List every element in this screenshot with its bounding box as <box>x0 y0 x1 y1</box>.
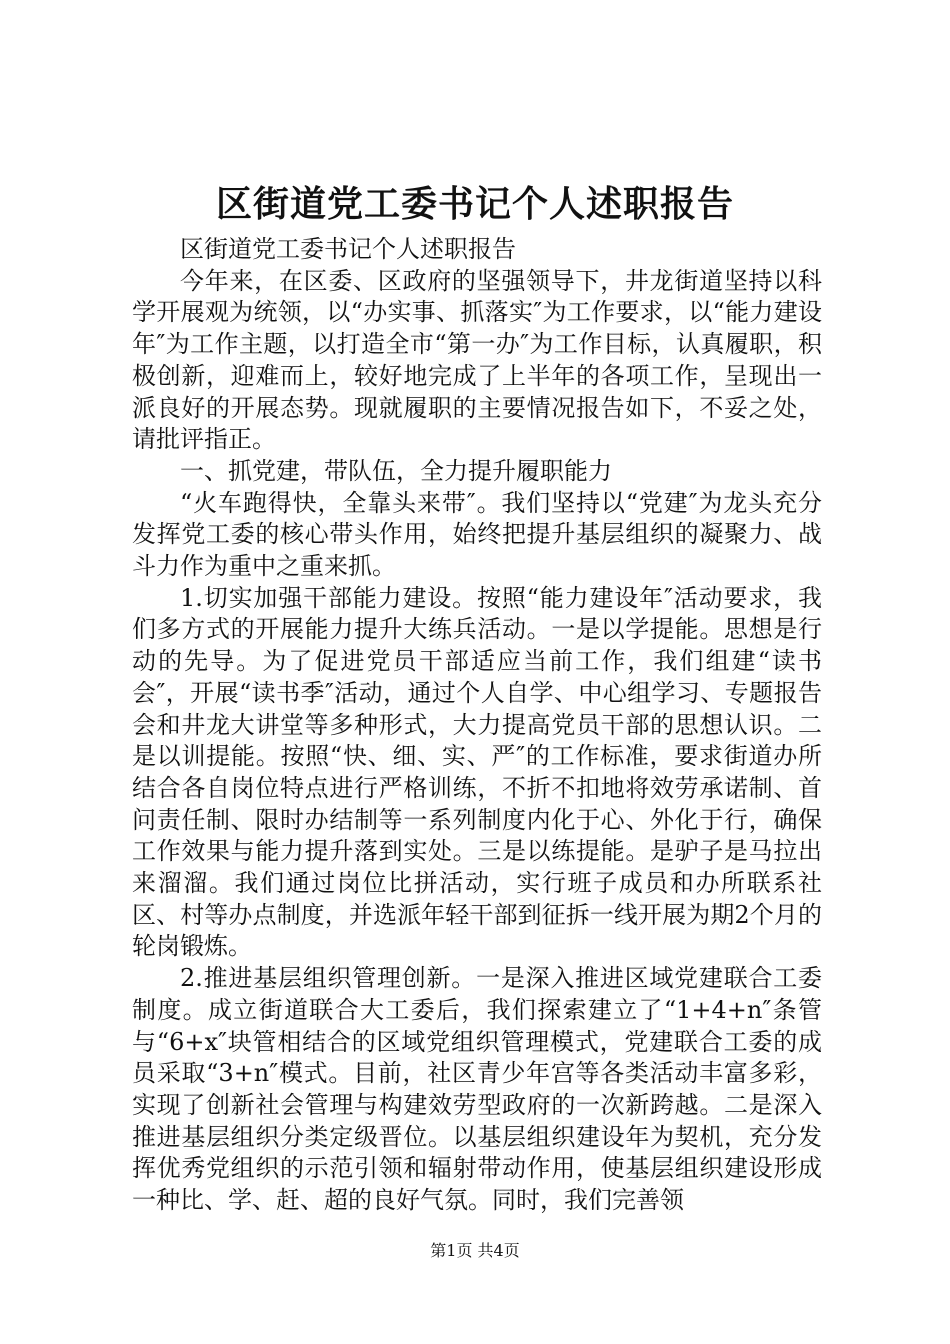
page-number-footer: 第1页 共4页 <box>430 1241 520 1260</box>
document-body <box>132 234 822 1217</box>
section-heading-1: 一、抓党建，带队伍，全力提升履职能力 <box>180 456 612 485</box>
paragraph-grassroots-innovation: 2.推进基层组织管理创新。一是深入推进区域党建联合工委制度。成立街道联合大工委后，我们探索建立了“1+4+n″条管与“6+x″块管相结合的区域党组织管理模式，党建联合工委的成员采取“3+n″模式。目前，社区青少年宫等各类活动丰富多彩，实现了创新社会管理与构建效劳型政府的一次新跨越。二是深入推进基层组织分类定级晋位。以基层组织建设年为契机，充分发挥优秀党组织的示范引领和辐射带动作用，使基层组织建设形成一种比、学、赶、超的良好气氛。同时，我们完善领 <box>132 964 822 1215</box>
paragraph-subtitle: 区街道党工委书记个人述职报告 <box>180 235 516 263</box>
paragraph-party-building: “火车跑得快，全靠头来带″。我们坚持以“党建″为龙头充分发挥党工委的核心带头作用，始终把提升基层组织的凝聚力、战斗力作为重中之重来抓。 <box>132 488 822 581</box>
document-title: 区街道党工委书记个人述职报告 <box>215 183 734 225</box>
paragraph-intro: 今年来，在区委、区政府的坚强领导下，井龙街道坚持以科学开展观为统领，以“办实事、抓落实″为工作要求，以“能力建设年″为工作主题，以打造全市“第一办″为工作目标，认真履职，积极创新，迎难而上，较好地完成了上半年的各项工作，呈现出一派良好的开展态势。现就履职的主要情况报告如下，不妥之处，请批评指正。 <box>132 266 822 454</box>
paragraph-cadre-ability: 1.切实加强干部能力建设。按照“能力建设年″活动要求，我们多方式的开展能力提升大练兵活动。一是以学提能。思想是行动的先导。为了促进党员干部适应当前工作，我们组建“读书会″，开展“读书季″活动，通过个人自学、中心组学习、专题报告会和井龙大讲堂等多种形式，大力提高党员干部的思想认识。二是以训提能。按照“快、细、实、严″的工作标准，要求街道办所结合各自岗位特点进行严格训练，不折不扣地将效劳承诺制、首问责任制、限时办结制等一系列制度内化于心、外化于行，确保工作效果与能力提升落到实处。三是以练提能。是驴子是马拉出来溜溜。我们通过岗位比拼活动，实行班子成员和办所联系社区、村等办点制度，并选派年轻干部到征拆一线开展为期2个月的轮岗锻炼。 <box>132 583 822 961</box>
